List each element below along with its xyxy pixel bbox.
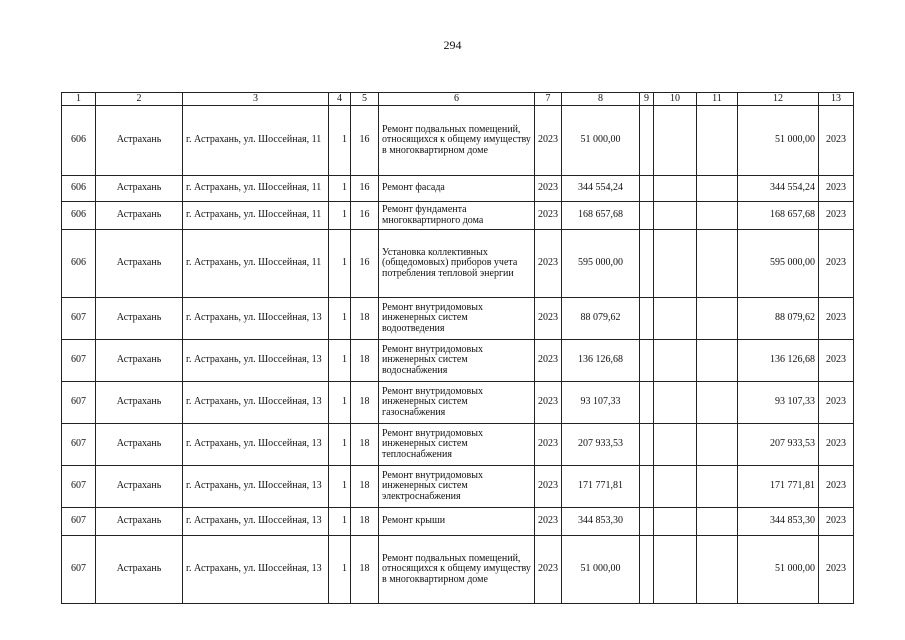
cell-year: 2023 bbox=[535, 106, 562, 176]
cell-address: г. Астрахань, ул. Шоссейная, 11 bbox=[183, 176, 329, 202]
cell-total: 88 079,62 bbox=[738, 298, 819, 340]
cell-count: 1 bbox=[329, 340, 351, 382]
cell-address: г. Астрахань, ул. Шоссейная, 13 bbox=[183, 466, 329, 508]
cell-municipality: Астрахань bbox=[96, 176, 183, 202]
cell-total: 595 000,00 bbox=[738, 230, 819, 298]
cell-col11 bbox=[697, 176, 738, 202]
table-row bbox=[62, 536, 854, 604]
cell-col10 bbox=[654, 106, 697, 176]
cell-year: 2023 bbox=[535, 230, 562, 298]
cell-total: 136 126,68 bbox=[738, 340, 819, 382]
cell-col10 bbox=[654, 466, 697, 508]
cell-col10 bbox=[654, 176, 697, 202]
cell-cost: 88 079,62 bbox=[562, 298, 640, 340]
cell-year: 2023 bbox=[535, 466, 562, 508]
cell-municipality: Астрахань bbox=[96, 466, 183, 508]
table-row bbox=[62, 230, 854, 298]
cell-col10 bbox=[654, 508, 697, 536]
cell-col9 bbox=[640, 382, 654, 424]
table-header bbox=[62, 93, 854, 106]
cell-completion-year: 2023 bbox=[819, 298, 854, 340]
cell-work-type: Ремонт подвальных помещений, относящихся к общему имуществу в многоквартирном доме bbox=[379, 106, 535, 176]
cell-house-number: 16 bbox=[351, 230, 379, 298]
column-header: 4 bbox=[329, 93, 351, 106]
cell-house-number: 16 bbox=[351, 202, 379, 230]
cell-completion-year: 2023 bbox=[819, 230, 854, 298]
cell-cost: 93 107,33 bbox=[562, 382, 640, 424]
column-header: 3 bbox=[183, 93, 329, 106]
cell-total: 93 107,33 bbox=[738, 382, 819, 424]
cell-col9 bbox=[640, 176, 654, 202]
cell-col9 bbox=[640, 508, 654, 536]
cell-completion-year: 2023 bbox=[819, 382, 854, 424]
cell-work-type: Ремонт крыши bbox=[379, 508, 535, 536]
cell-cost: 344 853,30 bbox=[562, 508, 640, 536]
cell-count: 1 bbox=[329, 230, 351, 298]
cell-cost: 136 126,68 bbox=[562, 340, 640, 382]
cell-count: 1 bbox=[329, 106, 351, 176]
cell-total: 51 000,00 bbox=[738, 106, 819, 176]
cell-municipality: Астрахань bbox=[96, 382, 183, 424]
table-row bbox=[62, 298, 854, 340]
cell-object-number: 606 bbox=[62, 202, 96, 230]
registry-table bbox=[61, 92, 854, 604]
cell-house-number: 16 bbox=[351, 106, 379, 176]
column-header: 2 bbox=[96, 93, 183, 106]
cell-year: 2023 bbox=[535, 202, 562, 230]
cell-completion-year: 2023 bbox=[819, 106, 854, 176]
cell-total: 171 771,81 bbox=[738, 466, 819, 508]
cell-object-number: 606 bbox=[62, 176, 96, 202]
cell-work-type: Ремонт подвальных помещений, относящихся к общему имуществу в многоквартирном доме bbox=[379, 536, 535, 604]
cell-work-type: Ремонт внутридомовых инженерных систем электроснабжения bbox=[379, 466, 535, 508]
cell-total: 51 000,00 bbox=[738, 536, 819, 604]
cell-completion-year: 2023 bbox=[819, 340, 854, 382]
cell-municipality: Астрахань bbox=[96, 424, 183, 466]
cell-completion-year: 2023 bbox=[819, 202, 854, 230]
cell-col9 bbox=[640, 230, 654, 298]
cell-count: 1 bbox=[329, 298, 351, 340]
cell-col11 bbox=[697, 202, 738, 230]
table-row bbox=[62, 176, 854, 202]
cell-completion-year: 2023 bbox=[819, 176, 854, 202]
cell-col10 bbox=[654, 202, 697, 230]
cell-col11 bbox=[697, 382, 738, 424]
cell-col11 bbox=[697, 230, 738, 298]
cell-house-number: 18 bbox=[351, 382, 379, 424]
cell-address: г. Астрахань, ул. Шоссейная, 11 bbox=[183, 230, 329, 298]
cell-object-number: 607 bbox=[62, 382, 96, 424]
cell-col9 bbox=[640, 106, 654, 176]
cell-object-number: 607 bbox=[62, 466, 96, 508]
cell-work-type: Ремонт внутридомовых инженерных систем теплоснабжения bbox=[379, 424, 535, 466]
cell-cost: 171 771,81 bbox=[562, 466, 640, 508]
cell-cost: 595 000,00 bbox=[562, 230, 640, 298]
cell-count: 1 bbox=[329, 176, 351, 202]
cell-address: г. Астрахань, ул. Шоссейная, 13 bbox=[183, 298, 329, 340]
cell-col9 bbox=[640, 536, 654, 604]
cell-year: 2023 bbox=[535, 424, 562, 466]
cell-work-type: Ремонт внутридомовых инженерных систем водоотведения bbox=[379, 298, 535, 340]
cell-object-number: 607 bbox=[62, 508, 96, 536]
cell-col10 bbox=[654, 536, 697, 604]
cell-house-number: 18 bbox=[351, 340, 379, 382]
cell-col11 bbox=[697, 424, 738, 466]
cell-address: г. Астрахань, ул. Шоссейная, 13 bbox=[183, 382, 329, 424]
table-row bbox=[62, 382, 854, 424]
cell-year: 2023 bbox=[535, 298, 562, 340]
cell-col11 bbox=[697, 106, 738, 176]
cell-address: г. Астрахань, ул. Шоссейная, 13 bbox=[183, 536, 329, 604]
cell-col11 bbox=[697, 508, 738, 536]
cell-work-type: Ремонт фундамента многоквартирного дома bbox=[379, 202, 535, 230]
cell-year: 2023 bbox=[535, 176, 562, 202]
cell-cost: 207 933,53 bbox=[562, 424, 640, 466]
table-row bbox=[62, 466, 854, 508]
cell-year: 2023 bbox=[535, 536, 562, 604]
cell-address: г. Астрахань, ул. Шоссейная, 11 bbox=[183, 202, 329, 230]
cell-col9 bbox=[640, 466, 654, 508]
table-row bbox=[62, 202, 854, 230]
table-row bbox=[62, 106, 854, 176]
cell-col10 bbox=[654, 340, 697, 382]
table-body bbox=[62, 106, 854, 604]
table-row bbox=[62, 508, 854, 536]
page-number: 294 bbox=[443, 38, 462, 52]
cell-cost: 51 000,00 bbox=[562, 536, 640, 604]
cell-total: 344 554,24 bbox=[738, 176, 819, 202]
cell-col11 bbox=[697, 298, 738, 340]
cell-col10 bbox=[654, 230, 697, 298]
cell-municipality: Астрахань bbox=[96, 298, 183, 340]
cell-object-number: 606 bbox=[62, 106, 96, 176]
cell-object-number: 606 bbox=[62, 230, 96, 298]
cell-col11 bbox=[697, 340, 738, 382]
column-header: 8 bbox=[562, 93, 640, 106]
table-row bbox=[62, 340, 854, 382]
cell-completion-year: 2023 bbox=[819, 466, 854, 508]
cell-municipality: Астрахань bbox=[96, 230, 183, 298]
cell-completion-year: 2023 bbox=[819, 536, 854, 604]
table-row bbox=[62, 424, 854, 466]
column-header: 6 bbox=[379, 93, 535, 106]
cell-count: 1 bbox=[329, 466, 351, 508]
header-row bbox=[62, 93, 854, 106]
column-header: 12 bbox=[738, 93, 819, 106]
cell-municipality: Астрахань bbox=[96, 508, 183, 536]
cell-work-type: Ремонт фасада bbox=[379, 176, 535, 202]
cell-total: 344 853,30 bbox=[738, 508, 819, 536]
cell-municipality: Астрахань bbox=[96, 536, 183, 604]
cell-completion-year: 2023 bbox=[819, 508, 854, 536]
cell-col9 bbox=[640, 424, 654, 466]
cell-year: 2023 bbox=[535, 340, 562, 382]
cell-count: 1 bbox=[329, 202, 351, 230]
cell-house-number: 16 bbox=[351, 176, 379, 202]
cell-address: г. Астрахань, ул. Шоссейная, 13 bbox=[183, 340, 329, 382]
cell-col9 bbox=[640, 202, 654, 230]
cell-cost: 168 657,68 bbox=[562, 202, 640, 230]
cell-work-type: Ремонт внутридомовых инженерных систем водоснабжения bbox=[379, 340, 535, 382]
cell-count: 1 bbox=[329, 424, 351, 466]
cell-address: г. Астрахань, ул. Шоссейная, 13 bbox=[183, 424, 329, 466]
cell-house-number: 18 bbox=[351, 298, 379, 340]
cell-completion-year: 2023 bbox=[819, 424, 854, 466]
cell-cost: 344 554,24 bbox=[562, 176, 640, 202]
cell-object-number: 607 bbox=[62, 298, 96, 340]
cell-work-type: Установка коллективных (общедомовых) приборов учета потребления тепловой энергии bbox=[379, 230, 535, 298]
column-header: 1 bbox=[62, 93, 96, 106]
cell-col9 bbox=[640, 340, 654, 382]
cell-house-number: 18 bbox=[351, 466, 379, 508]
cell-count: 1 bbox=[329, 382, 351, 424]
cell-address: г. Астрахань, ул. Шоссейная, 11 bbox=[183, 106, 329, 176]
cell-col11 bbox=[697, 536, 738, 604]
cell-count: 1 bbox=[329, 536, 351, 604]
cell-object-number: 607 bbox=[62, 536, 96, 604]
cell-year: 2023 bbox=[535, 508, 562, 536]
cell-col11 bbox=[697, 466, 738, 508]
cell-address: г. Астрахань, ул. Шоссейная, 13 bbox=[183, 508, 329, 536]
column-header: 11 bbox=[697, 93, 738, 106]
cell-house-number: 18 bbox=[351, 508, 379, 536]
cell-col10 bbox=[654, 298, 697, 340]
cell-municipality: Астрахань bbox=[96, 202, 183, 230]
cell-col9 bbox=[640, 298, 654, 340]
cell-col10 bbox=[654, 382, 697, 424]
cell-count: 1 bbox=[329, 508, 351, 536]
column-header: 7 bbox=[535, 93, 562, 106]
cell-col10 bbox=[654, 424, 697, 466]
cell-object-number: 607 bbox=[62, 340, 96, 382]
cell-year: 2023 bbox=[535, 382, 562, 424]
cell-house-number: 18 bbox=[351, 424, 379, 466]
cell-municipality: Астрахань bbox=[96, 340, 183, 382]
cell-house-number: 18 bbox=[351, 536, 379, 604]
cell-cost: 51 000,00 bbox=[562, 106, 640, 176]
cell-work-type: Ремонт внутридомовых инженерных систем газоснабжения bbox=[379, 382, 535, 424]
cell-municipality: Астрахань bbox=[96, 106, 183, 176]
column-header: 9 bbox=[640, 93, 654, 106]
column-header: 5 bbox=[351, 93, 379, 106]
cell-total: 207 933,53 bbox=[738, 424, 819, 466]
cell-object-number: 607 bbox=[62, 424, 96, 466]
cell-total: 168 657,68 bbox=[738, 202, 819, 230]
column-header: 10 bbox=[654, 93, 697, 106]
column-header: 13 bbox=[819, 93, 854, 106]
